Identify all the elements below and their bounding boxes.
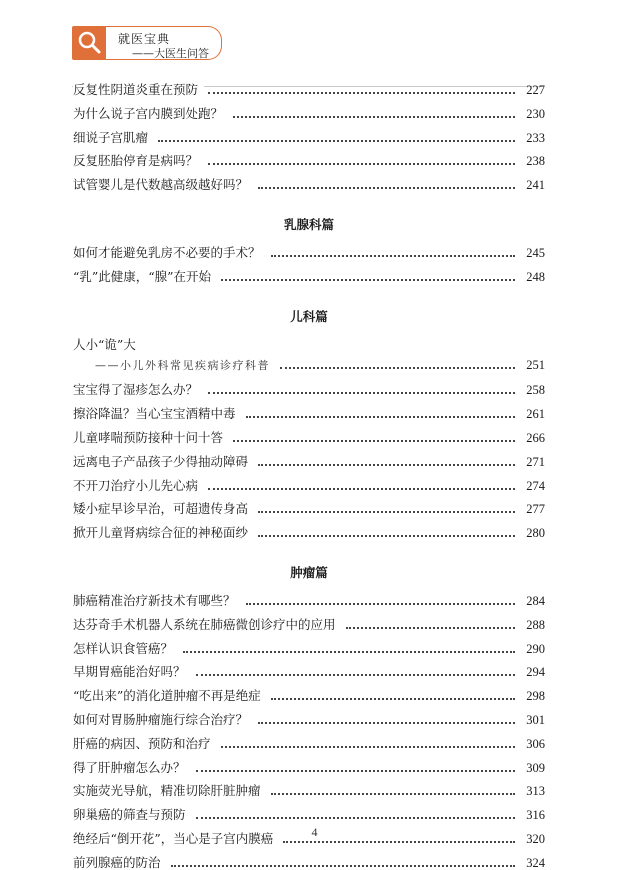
toc-entry-title: 肝癌的病因、预防和治疗	[73, 734, 217, 752]
dot-leader	[271, 255, 515, 257]
book-subtitle: ——大医生问答	[132, 47, 209, 60]
toc-page-number: 306	[526, 736, 545, 751]
dot-leader	[196, 770, 515, 772]
toc-page-number: 245	[526, 245, 545, 260]
toc-page-number: 277	[526, 502, 545, 517]
toc-entry[interactable]	[73, 476, 545, 500]
toc-entry[interactable]	[73, 734, 545, 758]
toc-page-number: 238	[526, 154, 545, 169]
toc-page-number: 290	[526, 641, 545, 656]
toc-entry-title: “吃出来”的消化道肿瘤不再是绝症	[73, 686, 267, 704]
toc-entry[interactable]	[73, 781, 545, 805]
toc-page-number: 309	[526, 760, 545, 775]
toc-entry-title: 如何对胃肠肿瘤施行综合治疗？	[73, 710, 254, 728]
dot-leader	[283, 841, 515, 843]
dot-leader	[171, 865, 515, 867]
toc-entry-title: 儿童哮喘预防接种十问十答	[73, 428, 229, 446]
toc-entry-title: 如何才能避免乳房不必要的手术？	[73, 243, 267, 261]
toc-entry[interactable]	[73, 591, 545, 615]
toc-page-number: 284	[526, 593, 545, 608]
toc-page-number: 241	[526, 178, 545, 193]
toc-page-number: 316	[526, 808, 545, 823]
toc-entry[interactable]	[73, 639, 545, 663]
toc-entry-title: 卵巢癌的筛查与预防	[73, 805, 192, 823]
dot-leader	[258, 511, 515, 513]
dot-leader	[233, 116, 515, 118]
toc-page-number: 294	[526, 665, 545, 680]
toc-entry-title: 得了肝肿瘤怎么办？	[73, 758, 192, 776]
dot-leader	[208, 488, 515, 490]
toc-page-number: 280	[526, 526, 545, 541]
dot-leader	[183, 651, 515, 653]
running-header	[72, 26, 222, 62]
toc-page-number: 261	[526, 407, 545, 422]
toc-entry-title: 怎样认识食管癌？	[73, 639, 179, 657]
toc-entry[interactable]	[73, 499, 545, 523]
toc-entry[interactable]	[73, 662, 545, 686]
toc-entry[interactable]	[73, 175, 545, 199]
toc-entry-title: 肺癌精准治疗新技术有哪些？	[73, 591, 242, 609]
dot-leader	[196, 674, 515, 676]
dot-leader	[208, 163, 515, 165]
toc-entry-title: 为什么说子宫内膜到处跑？	[73, 104, 229, 122]
toc-entry-title: 细说子宫肌瘤	[73, 128, 154, 146]
dot-leader	[208, 92, 515, 94]
toc-entry-title: 不开刀治疗小儿先心病	[73, 476, 204, 494]
toc-page-number: 298	[526, 689, 545, 704]
toc-page-number: 251	[526, 357, 545, 372]
toc-entry-title: 人小“诡”大	[73, 336, 136, 352]
toc-entry[interactable]	[73, 853, 545, 870]
toc-entry[interactable]	[73, 267, 545, 291]
toc-entry-title: 试管婴儿是代数越高级越好吗？	[73, 175, 254, 193]
toc-entry[interactable]	[73, 404, 545, 428]
toc-entry-title: 矮小症早诊早治，可超遗传身高	[73, 499, 254, 517]
toc-page-number: 324	[526, 855, 545, 870]
dot-leader	[246, 416, 515, 418]
toc-group-pediatrics	[73, 380, 545, 547]
toc-group-breast	[73, 243, 545, 291]
header-logo	[72, 26, 106, 60]
toc-page-number: 288	[526, 617, 545, 632]
toc-entry[interactable]	[73, 128, 545, 152]
toc-entry-title: 远离电子产品孩子少得抽动障碍	[73, 452, 254, 470]
dot-leader	[158, 140, 515, 142]
toc-entry-title: 宝宝得了湿疹怎么办？	[73, 380, 204, 398]
toc-entry-title: 掀开儿童肾病综合征的神秘面纱	[73, 523, 254, 541]
toc-page-number: 271	[526, 454, 545, 469]
toc-entry-title: 前列腺癌的防治	[73, 853, 167, 870]
section-heading-breast: 乳腺科篇	[283, 217, 334, 233]
toc-entry[interactable]	[73, 452, 545, 476]
dot-leader	[271, 698, 515, 700]
toc-entry[interactable]	[73, 523, 545, 547]
toc-page-number: 301	[526, 712, 545, 727]
dot-leader	[221, 279, 515, 281]
toc-page-number: 230	[526, 106, 545, 121]
toc-entry[interactable]	[73, 151, 545, 175]
toc-entry[interactable]	[73, 380, 545, 404]
dot-leader	[246, 603, 515, 605]
toc-entry[interactable]	[73, 104, 545, 128]
dot-leader	[258, 187, 515, 189]
toc-entry[interactable]	[73, 710, 545, 734]
toc-entry-title-line[interactable]	[73, 335, 545, 357]
toc-page-number: 258	[526, 383, 545, 398]
dot-leader	[280, 367, 515, 369]
toc-entry[interactable]	[73, 243, 545, 267]
toc-entry[interactable]	[73, 758, 545, 782]
toc-page-number: 248	[526, 269, 545, 284]
section-heading-pediatrics: 儿科篇	[290, 309, 328, 325]
toc-entry[interactable]	[73, 428, 545, 452]
dot-leader	[208, 392, 515, 394]
toc-entry-title: 达芬奇手术机器人系统在肺癌微创诊疗中的应用	[73, 615, 342, 633]
toc-entry-subtitle: ——小儿外科常见疾病诊疗科普	[73, 357, 276, 373]
toc-entry-title: 早期胃癌能治好吗？	[73, 662, 192, 680]
toc-entry-title: “乳”此健康，“腺”在开始	[73, 267, 217, 285]
book-title: 就医宝典	[118, 32, 171, 46]
toc-page-number: 266	[526, 430, 545, 445]
dot-leader	[233, 440, 515, 442]
dot-leader	[221, 746, 515, 748]
toc-entry-title: 擦浴降温？当心宝宝酒精中毒	[73, 404, 242, 422]
dot-leader	[258, 464, 515, 466]
toc-entry[interactable]	[73, 357, 545, 381]
toc-group-gynecology	[73, 80, 545, 199]
toc-entry[interactable]	[73, 80, 545, 104]
toc-entry-title: 反复胚胎停育是病吗？	[73, 151, 204, 169]
toc-page-number: 233	[526, 130, 545, 145]
toc-entry[interactable]	[73, 615, 545, 639]
page-number: 4	[311, 825, 318, 839]
section-heading-tumor: 肿瘤篇	[290, 565, 328, 581]
toc-page-number: 313	[526, 784, 545, 799]
dot-leader	[196, 817, 515, 819]
dot-leader	[346, 627, 515, 629]
toc-entry-title: 反复性阴道炎重在预防	[73, 80, 204, 98]
toc-page-number: 320	[526, 831, 545, 846]
dot-leader	[258, 722, 515, 724]
magnifier-icon	[72, 26, 106, 60]
table-of-contents	[73, 80, 545, 870]
dot-leader	[258, 535, 515, 537]
toc-page-number: 274	[526, 478, 545, 493]
toc-page-number: 227	[526, 83, 545, 97]
toc-entry-title: 实施荧光导航，精准切除肝脏肿瘤	[73, 781, 267, 799]
toc-entry[interactable]	[73, 686, 545, 710]
dot-leader	[271, 793, 515, 795]
toc-entry-title: 绝经后“倒开花”，当心是子宫内膜癌	[73, 829, 279, 847]
